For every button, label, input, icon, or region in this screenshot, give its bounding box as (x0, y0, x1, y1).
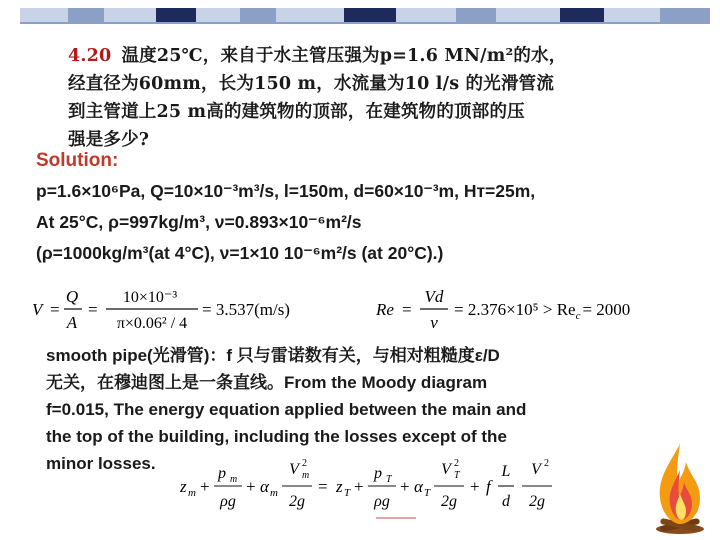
reynolds-formula (375, 287, 630, 332)
svg-text:+: + (246, 477, 256, 496)
svg-text:L: L (501, 463, 511, 480)
reynolds-result-main: = 2.376×10⁵ > Re (454, 300, 576, 319)
bar-segment (156, 8, 196, 22)
svg-text:p: p (374, 465, 382, 482)
problem-number: 4.20 (68, 46, 112, 66)
svg-text:m: m (230, 474, 238, 485)
given-values (36, 176, 706, 269)
svg-text:V: V (289, 461, 299, 478)
bar-segment (660, 8, 710, 22)
svg-text:V: V (441, 461, 451, 478)
problem-line (68, 42, 688, 70)
reynolds-tail: = 2000 (582, 300, 631, 319)
svg-text:m: m (270, 487, 278, 499)
solution-heading: Solution: (36, 150, 119, 171)
svg-text:f: f (486, 477, 491, 496)
svg-text:2g: 2g (289, 493, 305, 510)
header-decoration-bar (20, 8, 710, 22)
svg-text:+: + (470, 477, 480, 496)
svg-text:α: α (414, 477, 423, 496)
energy-equation (180, 452, 580, 522)
reynolds-den: ν (430, 313, 438, 332)
header-rule (20, 22, 710, 24)
velocity-result: = 3.537(m/s) (202, 300, 290, 319)
explanation-line: minor losses. (46, 454, 156, 473)
svg-text:+: + (354, 477, 364, 496)
explanation-line: 无关，在穆迪图上是一条直线。From the Moody diagram (46, 373, 488, 392)
bar-segment (104, 8, 156, 22)
velocity-formula (32, 287, 290, 332)
svg-text:d: d (502, 493, 510, 510)
velocity-den2: π×0.06² / 4 (116, 315, 188, 332)
svg-text:z: z (336, 477, 343, 496)
svg-text:+: + (400, 477, 410, 496)
velocity-num1: Q (65, 287, 79, 306)
svg-text:+: + (200, 477, 210, 496)
svg-text:V: V (531, 461, 541, 478)
given-line: (ρ=1000kg/m³(at 4°C), ν=1×10 10⁻⁶m²/s (at 20°C).) (36, 243, 444, 263)
explanation-line: the top of the building, including the losses except of the (46, 427, 507, 446)
bar-segment (240, 8, 276, 22)
bar-segment (604, 8, 660, 22)
svg-text:=: = (318, 477, 328, 496)
svg-text:m: m (188, 487, 196, 499)
svg-text:ρg: ρg (374, 493, 390, 510)
given-line: p=1.6×10⁶Pa, Q=10×10⁻³m³/s, l=150m, d=60×10⁻³m, Hᴛ=25m, (36, 181, 536, 201)
formula-row (30, 282, 710, 338)
bar-segment (456, 8, 496, 22)
problem-line: 经直径为60mm，长为150 m，水流量为10 l/s 的光滑管流 (68, 74, 555, 94)
problem-line-text: 温度25℃，来自于水主管压强为p=1.6 MN/m²的水， (121, 46, 567, 66)
problem-line: 强是多少? (68, 130, 150, 150)
equals-sign: = (402, 300, 412, 319)
reynolds-lhs: Re (376, 300, 394, 319)
problem-statement (68, 42, 688, 154)
svg-text:2g: 2g (441, 493, 457, 510)
given-line: At 25°C, ρ=997kg/m³, ν=0.893×10⁻⁶m²/s (36, 212, 362, 232)
equals-sign: = (88, 300, 98, 319)
reynolds-result (454, 300, 630, 322)
svg-text:2: 2 (454, 458, 459, 469)
bar-segment (560, 8, 604, 22)
bar-segment (196, 8, 240, 22)
velocity-num2: 10×10⁻³ (122, 289, 178, 306)
problem-line: 到主管道上25 m高的建筑物的顶部，在建筑物的顶部的压 (68, 102, 525, 122)
bar-segment (20, 8, 68, 22)
svg-text:2g: 2g (529, 493, 545, 510)
svg-text:T: T (344, 487, 351, 499)
svg-text:p: p (218, 465, 226, 482)
svg-text:2: 2 (302, 458, 307, 469)
bar-segment (68, 8, 104, 22)
bar-segment (344, 8, 396, 22)
equals-sign: = (50, 300, 60, 319)
explanation-line: f=0.015, The energy equation applied between the main and (46, 400, 527, 419)
svg-text:m: m (302, 470, 310, 481)
svg-text:α: α (260, 477, 269, 496)
reynolds-num: Vd (424, 287, 444, 306)
svg-text:T: T (386, 474, 392, 485)
reynolds-subscript: c (575, 310, 581, 322)
flame-icon (650, 436, 710, 536)
bar-segment (496, 8, 560, 22)
explanation-line: smooth pipe(光滑管)：f 只与雷诺数有关，与相对粗糙度ε/D (46, 346, 500, 365)
velocity-lhs: V (32, 300, 43, 319)
svg-text:z: z (180, 477, 187, 496)
svg-text:2: 2 (544, 458, 549, 469)
bar-segment (396, 8, 456, 22)
svg-text:ρg: ρg (220, 493, 236, 510)
velocity-den1: A (66, 313, 78, 332)
bar-segment (276, 8, 344, 22)
svg-text:T: T (454, 470, 460, 481)
svg-text:T: T (424, 487, 431, 499)
